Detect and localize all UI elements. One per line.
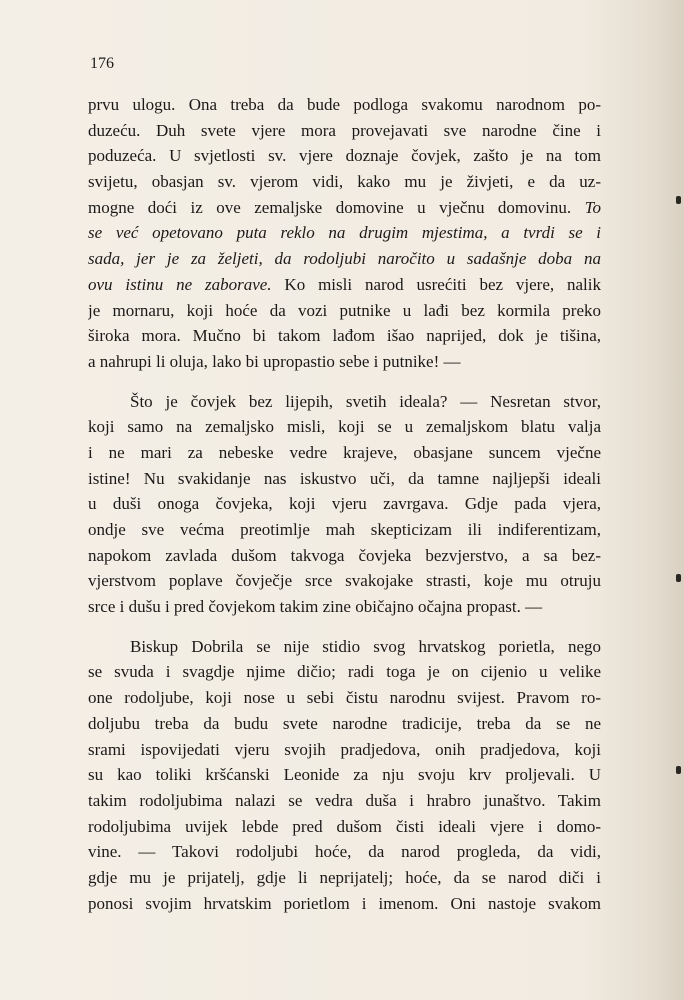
text-segment: svijetu, obasjan sv. vjerom vidi, kako mu je živjeti, e da uz-: [88, 172, 601, 192]
text-segment: se svuda i svagdje njime dičio; radi toga je on cijenio u velike: [88, 662, 601, 682]
text-line: [88, 440, 601, 466]
italic-text-segment: ovu istinu ne zaborave.: [88, 274, 272, 294]
text-line: [88, 634, 601, 660]
text-segment: Što je čovjek bez lijepih, svetih ideala? — Nesretan stvor,: [130, 391, 601, 411]
text-segment: je mornaru, koji hoće da vozi putnike u lađi bez kormila preko: [88, 300, 601, 320]
text-segment: napokom zavlada dušom takvoga čovjeka bezvjerstvo, a sa bez-: [88, 545, 601, 565]
text-segment: one rodoljube, koji nose u sebi čistu narodnu svijest. Pravom ro-: [88, 688, 601, 708]
text-line: [88, 143, 601, 169]
text-line: [88, 491, 601, 517]
text-line: [88, 788, 601, 814]
paragraph-gap: [88, 620, 601, 634]
text-segment: gdje mu je prijatelj, gdje li neprijatelj; hoće, da se narod diči i: [88, 867, 601, 887]
text-line: [88, 389, 601, 415]
text-segment: srce i dušu i pred čovjekom takim zine običajno očajna propast. —: [88, 597, 543, 617]
text-segment: doljubu treba da budu svete narodne tradicije, treba da se ne: [88, 713, 601, 733]
text-line: [88, 272, 601, 298]
text-segment: mogne doći iz ove zemaljske domovine u vječnu domovinu.: [88, 197, 585, 217]
text-line: [88, 220, 601, 246]
text-line: [88, 594, 601, 620]
text-segment: srami ispovijedati vjeru svojih pradjedova, onih pradjedova, koji: [88, 739, 601, 759]
paragraph: [88, 634, 601, 917]
text-line: [88, 543, 601, 569]
italic-text-segment: To: [584, 197, 601, 217]
text-line: [88, 92, 601, 118]
text-segment: i ne mari za nebeske vedre krajeve, obasjane suncem vječne: [88, 442, 601, 462]
text-line: [88, 762, 601, 788]
text-line: [88, 659, 601, 685]
text-segment: istine! Nu svakidanje nas iskustvo uči, da tamne najljepši ideali: [88, 468, 601, 488]
text-line: [88, 865, 601, 891]
text-line: [88, 814, 601, 840]
paragraph-gap: [88, 375, 601, 389]
text-segment: vine. — Takovi rodoljubi hoće, da narod progleda, da vidi,: [88, 842, 601, 862]
text-line: [88, 118, 601, 144]
page-edge-mark: [676, 574, 681, 582]
text-segment: takim rodoljubima nalazi se vedra duša i hrabro junaštvo. Takim: [88, 790, 601, 810]
text-line: [88, 737, 601, 763]
text-line: [88, 839, 601, 865]
body-text: [88, 92, 601, 916]
text-segment: ondje sve većma preotimlje mah skepticizam ili indiferentizam,: [88, 520, 601, 539]
text-line: [88, 685, 601, 711]
text-segment: široka mora. Mučno bi takom lađom išao naprijed, dok je tišina,: [88, 326, 601, 346]
text-line: [88, 323, 601, 349]
text-line: [88, 414, 601, 440]
text-line: [88, 246, 601, 272]
text-segment: vjerstvom poplave čovječje srce svakojake strasti, koje mu otruju: [88, 571, 601, 591]
text-segment: a nahrupi li oluja, lako bi upropastio sebe i putnike! —: [88, 351, 461, 371]
text-segment: u duši onoga čovjeka, koji vjeru zavrgava. Gdje pada vjera,: [88, 494, 601, 514]
text-line: [88, 891, 601, 917]
text-segment: Biskup Dobrila se nije stidio svog hrvatskog porietla, nego: [130, 636, 601, 656]
text-segment: ponosi svojim hrvatskim porietlom i imenom. Oni nastoje svakom: [88, 893, 601, 913]
text-segment: rodoljubima uvijek lebde pred dušom čisti ideali vjere i domo-: [88, 816, 601, 836]
paragraph: [88, 389, 601, 620]
text-segment: su kao toliki kršćanski Leonide za nju svoju krv proljevali. U: [88, 765, 601, 785]
text-line: [88, 298, 601, 324]
text-segment: koji samo na zemaljsko misli, koji se u zemaljskom blatu valja: [88, 417, 601, 437]
italic-text-segment: se već opetovano puta reklo na drugim mjestima, a tvrdi se i: [88, 223, 601, 243]
text-segment: Ko misli narod usrećiti bez vjere, nalik: [271, 274, 601, 294]
text-line: [88, 517, 601, 543]
text-segment: duzeću. Duh svete vjere mora provejavati sve narodne čine i: [88, 120, 601, 140]
text-segment: poduzeća. U svjetlosti sv. vjere doznaje čovjek, zašto je na tom: [88, 146, 601, 166]
text-line: [88, 349, 601, 375]
text-line: [88, 568, 601, 594]
page-edge-mark: [676, 766, 681, 774]
page-edge-mark: [676, 196, 681, 204]
text-segment: prvu ulogu. Ona treba da bude podloga svakomu narodnom po-: [88, 95, 601, 114]
text-line: [88, 169, 601, 195]
italic-text-segment: sada, jer je za željeti, da rodoljubi naročito u sadašnje doba na: [88, 249, 601, 269]
paragraph: [88, 92, 601, 375]
text-line: [88, 195, 601, 221]
text-line: [88, 466, 601, 492]
page-number: 176: [90, 55, 114, 72]
text-line: [88, 711, 601, 737]
